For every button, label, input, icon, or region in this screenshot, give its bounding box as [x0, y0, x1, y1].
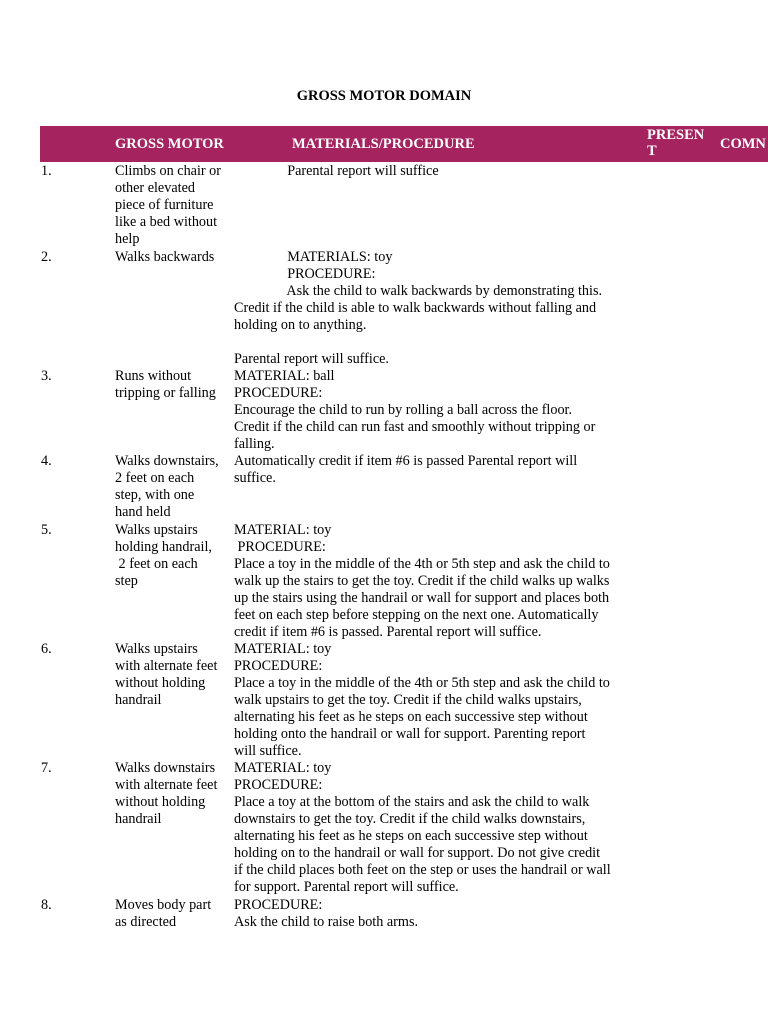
procedure-line: if the child places both feet on the step or uses the handrail or wall — [234, 862, 611, 878]
procedure-cell — [234, 453, 648, 487]
skill-line: without holding — [115, 675, 206, 691]
item-number: 5. — [41, 522, 52, 538]
procedure-line: MATERIAL: ball — [234, 368, 335, 384]
skill-line: as directed — [115, 914, 177, 930]
skill-line: with alternate feet — [115, 658, 218, 674]
column-header-materials-procedure: MATERIALS/PROCEDURE — [292, 136, 475, 152]
column-header-comments: COMN — [720, 136, 766, 152]
skill-line: like a bed without — [115, 214, 218, 230]
procedure-line: PROCEDURE: — [234, 658, 323, 674]
procedure-line: Credit if the child is able to walk backwards without falling and — [234, 300, 597, 316]
item-number: 6. — [41, 641, 52, 657]
column-header-gross-motor: GROSS MOTOR — [115, 136, 224, 152]
procedure-line: Parental report will suffice — [234, 163, 439, 179]
procedure-line: Parental report will suffice. — [234, 351, 389, 367]
skill-line: Walks backwards — [115, 249, 215, 265]
procedure-line: walk up the stairs to get the toy. Credit if the child walks up walks — [234, 573, 610, 589]
skill-line: with alternate feet — [115, 777, 218, 793]
procedure-cell — [234, 368, 648, 453]
procedure-line: for support. Parental report will suffice. — [234, 879, 459, 895]
procedure-line: PROCEDURE: — [234, 897, 323, 913]
procedure-line: MATERIALS: toy — [234, 249, 393, 265]
skill-cell — [115, 522, 233, 590]
procedure-line: alternating his feet as he steps on each successive step without — [234, 828, 588, 844]
skill-line: holding handrail, — [115, 539, 212, 555]
skill-line: tripping or falling — [115, 385, 216, 401]
procedure-line: credit if item #6 is passed. Parental report will suffice. — [234, 624, 542, 640]
skill-line: 2 feet on each — [115, 470, 195, 486]
procedure-line: feet on each step before stepping on the next one. Automatically — [234, 607, 599, 623]
page-title: GROSS MOTOR DOMAIN — [296, 88, 472, 104]
skill-line: Climbs on chair or — [115, 163, 221, 179]
skill-cell — [115, 760, 233, 828]
skill-line: other elevated — [115, 180, 195, 196]
skill-line: help — [115, 231, 140, 247]
skill-line: hand held — [115, 504, 171, 520]
procedure-line: PROCEDURE: — [234, 266, 376, 282]
procedure-cell — [234, 163, 648, 180]
procedure-cell — [234, 522, 648, 641]
procedure-line: MATERIAL: toy — [234, 641, 332, 657]
procedure-cell — [234, 760, 648, 896]
item-number: 2. — [41, 249, 52, 265]
skill-line: 2 feet on each — [115, 556, 198, 572]
procedure-line — [234, 334, 648, 351]
skill-line: handrail — [115, 692, 162, 708]
skill-line: Walks downstairs, — [115, 453, 219, 469]
item-number: 4. — [41, 453, 52, 469]
item-number: 1. — [41, 163, 52, 179]
skill-line: without holding — [115, 794, 206, 810]
procedure-line: walk upstairs to get the toy. Credit if the child walks upstairs, — [234, 692, 582, 708]
procedure-line: holding on to anything. — [234, 317, 367, 333]
procedure-line: Ask the child to walk backwards by demonstrating this. — [234, 283, 603, 299]
column-header-present — [647, 127, 704, 159]
skill-line: Walks downstairs — [115, 760, 216, 776]
procedure-line: Place a toy in the middle of the 4th or 5th step and ask the child to — [234, 556, 610, 572]
procedure-line: suffice. — [234, 470, 276, 486]
skill-cell — [115, 641, 233, 709]
procedure-line: will suffice. — [234, 743, 302, 759]
procedure-cell — [234, 641, 648, 760]
skill-cell — [115, 249, 233, 266]
procedure-line: alternating his feet as he steps on each successive step without — [234, 709, 588, 725]
skill-line: step, with one — [115, 487, 195, 503]
item-number: 8. — [41, 897, 52, 913]
table-header — [40, 126, 768, 162]
item-number: 7. — [41, 760, 52, 776]
present-line-2: T — [647, 143, 657, 159]
procedure-line: MATERIAL: toy — [234, 760, 332, 776]
procedure-cell — [234, 249, 648, 368]
skill-line: piece of furniture — [115, 197, 214, 213]
present-line-1: PRESEN — [647, 127, 705, 143]
skill-line: Moves body part — [115, 897, 212, 913]
skill-cell — [115, 368, 233, 402]
procedure-line: Place a toy in the middle of the 4th or 5th step and ask the child to — [234, 675, 610, 691]
item-number: 3. — [41, 368, 52, 384]
procedure-line: downstairs to get the toy. Credit if the child walks downstairs, — [234, 811, 586, 827]
skill-cell — [115, 897, 233, 931]
procedure-line: holding onto the handrail or wall for support. Parenting report — [234, 726, 586, 742]
procedure-line: Automatically credit if item #6 is passed Parental report will — [234, 453, 578, 469]
skill-line: Walks upstairs — [115, 522, 198, 538]
procedure-line: holding on to the handrail or wall for support. Do not give credit — [234, 845, 601, 861]
procedure-line: PROCEDURE: — [234, 385, 323, 401]
procedure-line: falling. — [234, 436, 275, 452]
skill-cell — [115, 163, 233, 248]
skill-line: handrail — [115, 811, 162, 827]
skill-line: Runs without — [115, 368, 192, 384]
procedure-line: up the stairs using the handrail or wall for support and places both — [234, 590, 610, 606]
procedure-line: MATERIAL: toy — [234, 522, 332, 538]
skill-line: Walks upstairs — [115, 641, 198, 657]
procedure-line: PROCEDURE: — [234, 539, 326, 555]
skill-line: step — [115, 573, 138, 589]
procedure-line: Credit if the child can run fast and smoothly without tripping or — [234, 419, 596, 435]
procedure-line: Encourage the child to run by rolling a ball across the floor. — [234, 402, 573, 418]
procedure-line: Place a toy at the bottom of the stairs and ask the child to walk — [234, 794, 590, 810]
skill-cell — [115, 453, 233, 521]
procedure-line: Ask the child to raise both arms. — [234, 914, 419, 930]
procedure-line: PROCEDURE: — [234, 777, 323, 793]
procedure-cell — [234, 897, 648, 931]
